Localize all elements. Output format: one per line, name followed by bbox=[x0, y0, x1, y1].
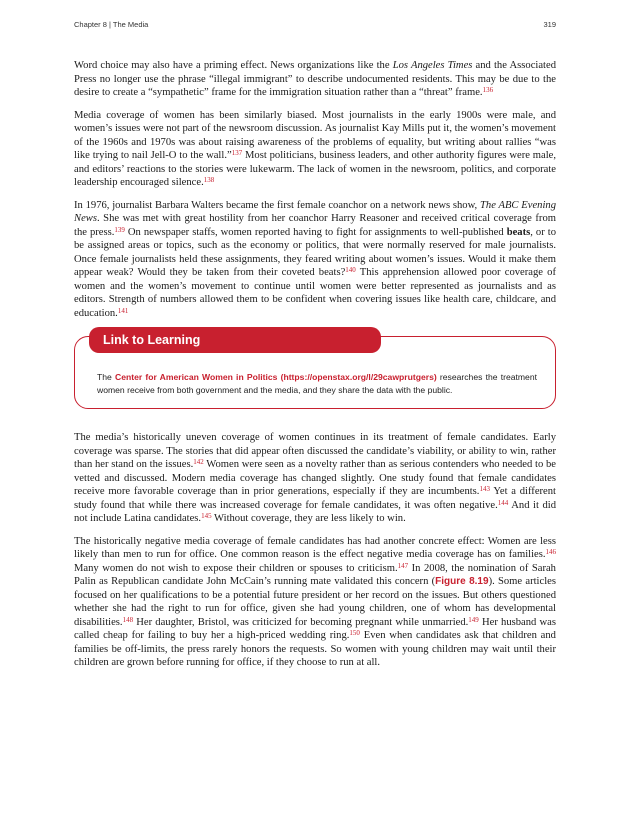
text-run: Yet a different study found that while there was increased coverage for female candidates, it was often negative. bbox=[74, 486, 557, 511]
footnote-ref[interactable]: 139 bbox=[114, 225, 125, 234]
text-run: and the Associated Press no longer use the phrase “illegal immigrant” to describe undocumented residents. This may be due to the desire to create a “sympathetic” frame for the immigration situation rather than a “threat” frame. bbox=[74, 60, 556, 98]
footnote-ref[interactable]: 145 bbox=[201, 512, 212, 520]
text-run: Her daughter, Bristol, was criticized for becoming pregnant while unmarried. bbox=[133, 616, 469, 628]
paragraph-2 bbox=[74, 109, 556, 190]
figure-link[interactable]: Figure 8.19 bbox=[435, 576, 489, 587]
chapter-title: Chapter 8 | The Media bbox=[74, 20, 149, 29]
paragraph-3 bbox=[74, 199, 556, 321]
footnote-ref[interactable]: 138 bbox=[203, 176, 215, 184]
text-run: This apprehension allowed poor coverage of women and the women’s movement to continue until women were better represented as journalists and as editors. Strength of numbers allowed them to be confident when covering issues like health care, childcare, and education. bbox=[74, 267, 556, 319]
key-term: beats bbox=[506, 226, 531, 238]
text-run: . She was met with great hostility from her coanchor Harry Reasoner and received critical coverage from the press. bbox=[74, 213, 556, 238]
text-run: , or to be assigned areas or topics, such as the economy or politics, that were normally reserved for male journalists. Once female journalists held these assignments, they feared writing about women’s issues. Would it make them appear weak? Would they be taken from their coveted beats? bbox=[74, 226, 557, 278]
footnote-ref[interactable]: 148 bbox=[122, 615, 134, 624]
text-run: And it did not include Latina candidates. bbox=[74, 499, 556, 524]
running-header bbox=[74, 20, 556, 32]
footnote-ref[interactable]: 147 bbox=[397, 561, 409, 570]
text-run: In 1976, journalist Barbara Walters became the first female coanchor on a network news show, bbox=[74, 199, 480, 211]
text-run: ). Some articles focused on her qualifications to be a potential future president or her record on the issues. But others questioned whether she had the right to run for office, given she had young children, one of whom has developmental disabilities. bbox=[74, 576, 556, 628]
link-to-learning-box bbox=[74, 333, 556, 409]
text-run: Without coverage, they are less likely to win. bbox=[211, 513, 406, 524]
cawp-link[interactable]: Center for American Women in Politics (https://openstax.org/l/29cawprutgers) bbox=[114, 372, 437, 382]
text-run: Her husband was called cheap for failing to buy her a high-priced wedding ring. bbox=[74, 616, 556, 641]
text-run: Women were seen as a novelty rather than as serious contenders who needed to be vetted and discussed. Modern media coverage has changed slightly. One study found that female candidates receive more favorable coverage than in prior generations, especially if they are incumbents. bbox=[74, 459, 556, 497]
publication-title: Los Angeles Times bbox=[392, 60, 473, 71]
text-run: researches the treatment women receive from both government and the media, and they share the data with the public. bbox=[97, 372, 537, 395]
paragraph-1 bbox=[74, 59, 556, 100]
text-run: On newspaper staffs, women reported having to fight for assignments to well-published bbox=[124, 226, 507, 238]
callout-text bbox=[97, 371, 537, 396]
main-text bbox=[74, 59, 556, 679]
paragraph-4 bbox=[74, 431, 556, 526]
text-run: Word choice may also have a priming effect. News organizations like the bbox=[74, 60, 393, 71]
text-run: Media coverage of women has been similarly biased. Most journalists in the early 1900s were male, and women’s issues were not part of the newsroom discussion. As journalist Kay Mills put it, the women’s movement of the 1960s and 1970s was about raising awareness of the problems of equality, but writing about rallies “was like trying to nail Jell-O to the wall.” bbox=[74, 109, 556, 161]
footnote-ref[interactable]: 143 bbox=[479, 485, 490, 493]
footnote-ref[interactable]: 150 bbox=[349, 629, 360, 637]
footnote-ref[interactable]: 144 bbox=[497, 498, 509, 507]
text-run: Many women do not wish to expose their children or spouses to criticism. bbox=[74, 562, 398, 574]
footnote-ref[interactable]: 137 bbox=[231, 149, 243, 157]
footnote-ref[interactable]: 149 bbox=[468, 615, 479, 624]
text-run: Most politicians, business leaders, and other authority figures were male, and editors’ reactions to the stories were lukewarm. The lack of women in the newsroom, politics, and corporate leadership encouraged silence. bbox=[74, 150, 556, 188]
text-run: The bbox=[97, 372, 115, 382]
footnote-ref[interactable]: 140 bbox=[345, 266, 356, 274]
show-title: The ABC Evening News bbox=[74, 199, 556, 224]
footnote-ref[interactable]: 136 bbox=[482, 86, 494, 94]
text-run: The media’s historically uneven coverage of women continues in its treatment of female candidates. Early coverage was sparse. The stories that did appear often discussed the candidate’s viability, or ability to win, rather than her stand on the issues. bbox=[74, 432, 556, 470]
footnote-ref[interactable]: 146 bbox=[545, 548, 556, 556]
footnote-ref[interactable]: 141 bbox=[117, 306, 129, 315]
text-run: The historically negative media coverage of female candidates has had another concrete effect: Women are less likely than men to run for office. One common reason is the effect negative media coverage has on families. bbox=[74, 535, 556, 560]
text-run: Even when candidates ask that children and families be off-limits, the press rarely honors the requests. So women with young children may wait until their children are grown before running for office, if they choose to run at all. bbox=[74, 630, 556, 668]
callout-title: Link to Learning bbox=[89, 327, 381, 353]
footnote-ref[interactable]: 142 bbox=[193, 458, 204, 466]
paragraph-5 bbox=[74, 535, 556, 670]
text-run: In 2008, the nomination of Sarah Palin as Republican candidate John McCain’s running mate validated this concern ( bbox=[74, 562, 556, 587]
page-number: 319 bbox=[543, 20, 556, 29]
